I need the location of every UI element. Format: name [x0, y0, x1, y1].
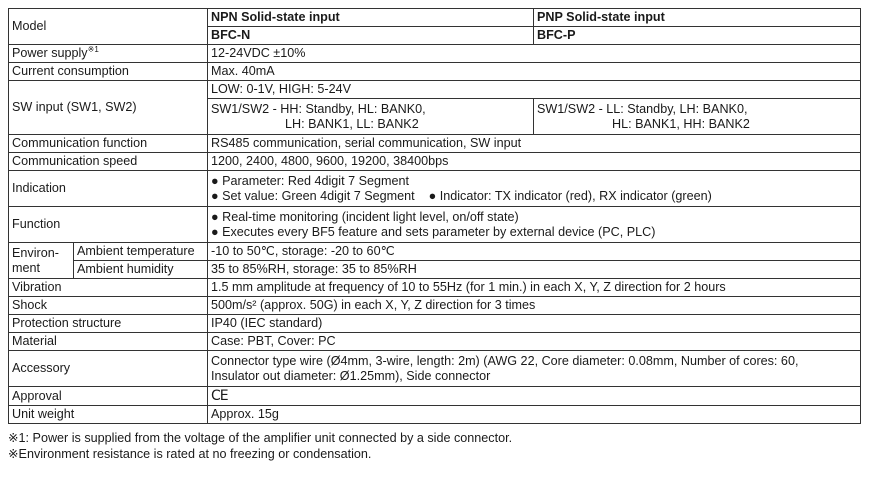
ambient-temperature-value: -10 to 50℃, storage: -20 to 60℃ [208, 243, 861, 261]
sw-npn-line-2: LH: BANK1, LL: BANK2 [285, 116, 419, 131]
footnote-2: ※Environment resistance is rated at no freezing or condensation. [8, 447, 372, 461]
vibration-value: 1.5 mm amplitude at frequency of 10 to 55Hz (for 1 min.) in each X, Y, Z direction for 2 hours [208, 279, 861, 297]
accessory-label: Accessory [9, 351, 208, 387]
function-value [208, 207, 861, 243]
ambient-humidity-label: Ambient humidity [74, 261, 208, 279]
table-row-comm-speed [9, 153, 861, 171]
sw-pnp-line-1: SW1/SW2 - LL: Standby, LH: BANK0, [537, 101, 748, 116]
sw-pnp-modes [534, 99, 861, 135]
accessory-line-2: Insulator out diameter: Ø1.25mm), Side connector [211, 368, 491, 383]
table-row-protection [9, 315, 861, 333]
table-row-comm-function [9, 135, 861, 153]
function-line-1: ● Real-time monitoring (incident light level, on/off state) [211, 209, 519, 224]
comm-speed-value: 1200, 2400, 4800, 9600, 19200, 38400bps [208, 153, 861, 171]
environment-label: Environ- ment [9, 243, 74, 279]
power-supply-label: Power supply$^{※1}$ [9, 45, 208, 63]
table-row-power-supply [9, 45, 861, 63]
approval-value [208, 387, 861, 406]
sw-input-label: SW input (SW1, SW2) [9, 81, 208, 135]
npn-model: BFC-N [208, 27, 534, 45]
indication-line-2: ● Set value: Green 4digit 7 Segment ● Indicator: TX indicator (red), RX indicator (green) [211, 188, 712, 203]
power-supply-note-mark: ※1 [87, 45, 99, 54]
sw-input-level: LOW: 0-1V, HIGH: 5-24V [208, 81, 861, 99]
table-row-current [9, 63, 861, 81]
table-row-weight [9, 406, 861, 424]
table-row-approval [9, 387, 861, 406]
table-row-indication [9, 171, 861, 207]
protection-value: IP40 (IEC standard) [208, 315, 861, 333]
comm-function-label: Communication function [9, 135, 208, 153]
table-row-model-header [9, 9, 861, 27]
table-row-ambient-temperature [9, 243, 861, 261]
sw-npn-modes [208, 99, 534, 135]
table-row-sw-input-level [9, 81, 861, 99]
approval-label: Approval [9, 387, 208, 406]
ce-mark-icon: CE [211, 387, 228, 404]
table-row-shock [9, 297, 861, 315]
vibration-label: Vibration [9, 279, 208, 297]
specification-table [8, 8, 861, 424]
current-label: Current consumption [9, 63, 208, 81]
sw-pnp-line-2: HL: BANK1, HH: BANK2 [612, 116, 750, 131]
accessory-value [208, 351, 861, 387]
power-supply-value: 12-24VDC ±10% [208, 45, 861, 63]
pnp-model: BFC-P [534, 27, 861, 45]
function-label: Function [9, 207, 208, 243]
footnotes [8, 430, 860, 462]
accessory-line-1: Connector type wire (Ø4mm, 3-wire, length: 2m) (AWG 22, Core diameter: 0.08mm, Number of cores: 60, [211, 353, 799, 368]
indication-line-1: ● Parameter: Red 4digit 7 Segment [211, 173, 410, 188]
spec-sheet [8, 8, 860, 462]
shock-value: 500m/s² (approx. 50G) in each X, Y, Z direction for 3 times [208, 297, 861, 315]
table-row-function [9, 207, 861, 243]
indication-label: Indication [9, 171, 208, 207]
table-row-material [9, 333, 861, 351]
ambient-temperature-label: Ambient temperature [74, 243, 208, 261]
table-row-ambient-humidity [9, 261, 861, 279]
protection-label: Protection structure [9, 315, 208, 333]
table-row-vibration [9, 279, 861, 297]
material-value: Case: PBT, Cover: PC [208, 333, 861, 351]
comm-function-value: RS485 communication, serial communication, SW input [208, 135, 861, 153]
material-label: Material [9, 333, 208, 351]
table-row-accessory [9, 351, 861, 387]
current-value: Max. 40mA [208, 63, 861, 81]
sw-npn-line-1: SW1/SW2 - HH: Standby, HL: BANK0, [211, 101, 426, 116]
function-line-2: ● Executes every BF5 feature and sets parameter by external device (PC, PLC) [211, 224, 656, 239]
model-label: Model [9, 9, 208, 45]
indication-value [208, 171, 861, 207]
npn-header: NPN Solid-state input [208, 9, 534, 27]
footnote-1: ※1: Power is supplied from the voltage of the amplifier unit connected by a side connector. [8, 431, 513, 445]
shock-label: Shock [9, 297, 208, 315]
ambient-humidity-value: 35 to 85%RH, storage: 35 to 85%RH [208, 261, 861, 279]
comm-speed-label: Communication speed [9, 153, 208, 171]
weight-label: Unit weight [9, 406, 208, 424]
weight-value: Approx. 15g [208, 406, 861, 424]
pnp-header: PNP Solid-state input [534, 9, 861, 27]
